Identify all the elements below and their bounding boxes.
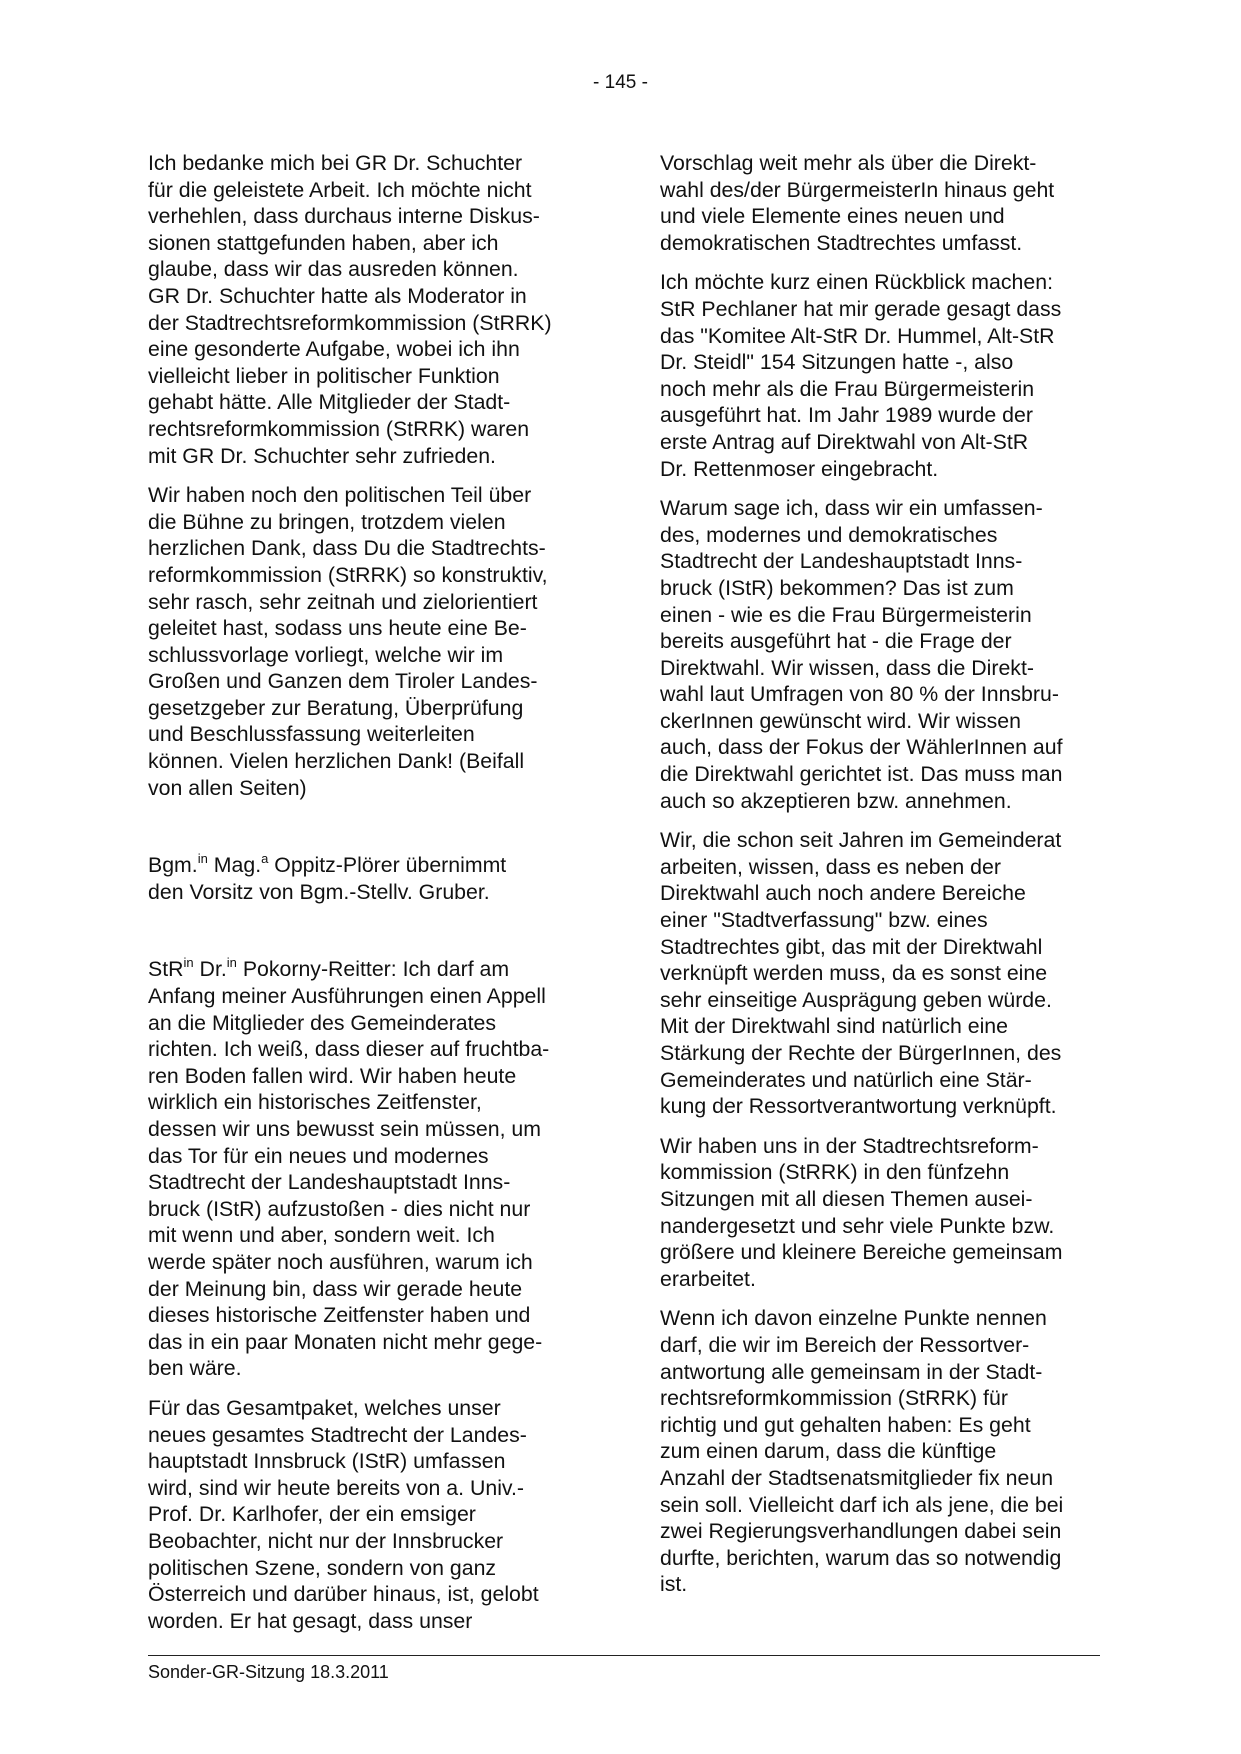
chair-rest: den Vorsitz von Bgm.-Stellv. Gruber. xyxy=(148,879,490,904)
paragraph: Wir haben noch den politischen Teil über die Bühne zu bringen, trotzdem vielen herzlichen Dank, dass Du die Stadtrechts- reformkommission (StRRK) so konstruktiv, sehr rasch, sehr zeitnah und zielorientiert geleitet hast, sodass uns heute eine Be- schlussvorlage vorliegt, welche wir im Großen und Ganzen dem Tiroler Landes- gesetzgeber zur Beratung, Überprüfung und Beschlussfassung weiterleiten können. Vielen herzlichen Dank! (Beifall von allen Seiten) xyxy=(148,483,548,800)
title-dr: Dr. xyxy=(193,957,227,982)
right-column xyxy=(660,150,1100,1611)
paragraph: Warum sage ich, dass wir ein umfassen- des, modernes und demokratisches Stadtrecht der Landeshauptstadt Inns- bruck (IStR) bekommen? Das ist zum einen - wie es die Frau Bürgermeisterin bereits ausgeführt hat - die Frage der Direktwahl. Wir wissen, dass die Direkt- wahl laut Umfragen von 80 % der Innsbru- ckerInnen gewünscht wird. Wir wissen auch, dass der Fokus der WählerInnen auf die Direktwahl gerichtet ist. Das muss man auch so akzeptieren bzw. annehmen. xyxy=(660,496,1063,813)
left-column xyxy=(148,150,578,1647)
page-number: - 145 - xyxy=(593,72,648,93)
speaker-text-first: Ich darf am xyxy=(396,957,510,982)
chair-change-note xyxy=(148,852,578,905)
superscript: in xyxy=(197,851,208,867)
paragraph: Vorschlag weit mehr als über die Direkt- wahl des/der BürgermeisterIn hinaus geht und viele Elemente eines neuen und demokratischen Stadtrechtes umfasst. xyxy=(660,151,1055,255)
title-bgm: Bgm. xyxy=(148,853,198,878)
paragraph: Ich bedanke mich bei GR Dr. Schuchter für die geleistete Arbeit. Ich möchte nicht verhehlen, dass durchaus interne Diskus- sionen stattgefunden haben, aber ich glaube, dass wir das ausreden können. GR Dr. Schuchter hatte als Moderator in der Stadtrechtsreformkommission (StRRK) eine gesonderte Aufgabe, wobei ich ihn vielleicht lieber in politischer Funktion gehabt hätte. Alle Mitglieder der Stadt- rechtsreformkommission (StRRK) waren mit GR Dr. Schuchter sehr zufrieden. xyxy=(148,151,552,468)
superscript: a xyxy=(261,851,269,867)
speaker-paragraph xyxy=(148,956,578,1382)
paragraph: Für das Gesamtpaket, welches unser neues gesamtes Stadtrecht der Landes- hauptstadt Innsbruck (IStR) umfassen wird, sind wir heute bereits von a. Univ.- Prof. Dr. Karlhofer, der ein emsiger Beobachter, nicht nur der Innsbrucker politischen Szene, sondern von ganz Österreich und darüber hinaus, ist, gelobt worden. Er hat gesagt, dass unser xyxy=(148,1395,539,1633)
footer-text: Sonder-GR-Sitzung 18.3.2011 xyxy=(148,1662,389,1682)
chair-name: Oppitz-Plörer übernimmt xyxy=(268,853,507,878)
spacer xyxy=(148,814,578,852)
paragraph: Wenn ich davon einzelne Punkte nennen darf, die wir im Bereich der Ressortver- antwortung alle gemeinsam in der Stadt- rechtsreformkommission (StRRK) für richtig und gut gehalten haben: Es geht zum einen darum, dass die künftige Anzahl der Stadtsenatsmitglieder fix neun sein soll. Vielleicht darf ich als jene, die bei zwei Regierungsverhandlungen dabei sein durfte, berichten, warum das so notwendig ist. xyxy=(660,1306,1064,1597)
superscript: in xyxy=(226,955,237,971)
title-str: StR xyxy=(148,957,184,982)
paragraph: Wir, die schon seit Jahren im Gemeinderat arbeiten, wissen, dass es neben der Direktwahl auch noch andere Bereiche einer "Stadtverfassung" bzw. eines Stadtrechtes gibt, das mit der Direktwahl verknüpft werden muss, da es sonst eine sehr einseitige Ausprägung geben würde. Mit der Direktwahl sind natürlich eine Stärkung der Rechte der BürgerInnen, des Gemeinderates und natürlich eine Stär- kung der Ressortverantwortung verknüpft. xyxy=(660,828,1062,1119)
paragraph: Wir haben uns in der Stadtrechtsreform- kommission (StRRK) in den fünfzehn Sitzungen mit all diesen Themen ausei- nandergesetzt und sehr viele Punkte bzw. größere und kleinere Bereiche gemeinsam erarbeitet. xyxy=(660,1133,1063,1291)
superscript: in xyxy=(183,955,194,971)
footer-divider xyxy=(148,1655,1100,1656)
spacer xyxy=(148,918,578,956)
speaker-name: Pokorny-Reitter: xyxy=(236,957,397,982)
title-mag: Mag. xyxy=(207,853,262,878)
paragraph: Ich möchte kurz einen Rückblick machen: StR Pechlaner hat mir gerade gesagt dass das "Komitee Alt-StR Dr. Hummel, Alt-StR Dr. Steidl" 154 Sitzungen hatte -, also noch mehr als die Frau Bürgermeisterin ausgeführt hat. Im Jahr 1989 wurde der erste Antrag auf Direktwahl von Alt-StR Dr. Rettenmoser eingebracht. xyxy=(660,270,1062,481)
speaker-text: Anfang meiner Ausführungen einen Appell an die Mitglieder des Gemeinderates richten. Ich weiß, dass dieser auf fruchtba- ren Boden fallen wird. Wir haben heute wirklich ein historisches Zeitfenster, dessen wir uns bewusst sein müssen, um das Tor für ein neues und modernes Stadtrecht der Landeshauptstadt Inns- bruck (IStR) aufzustoßen - dies nicht nur mit wenn und aber, sondern weit. Ich werde später noch ausführen, warum ich der Meinung bin, dass wir gerade heute dieses historische Zeitfenster haben und das in ein paar Monaten nicht mehr gege- ben wäre. xyxy=(148,984,550,1381)
